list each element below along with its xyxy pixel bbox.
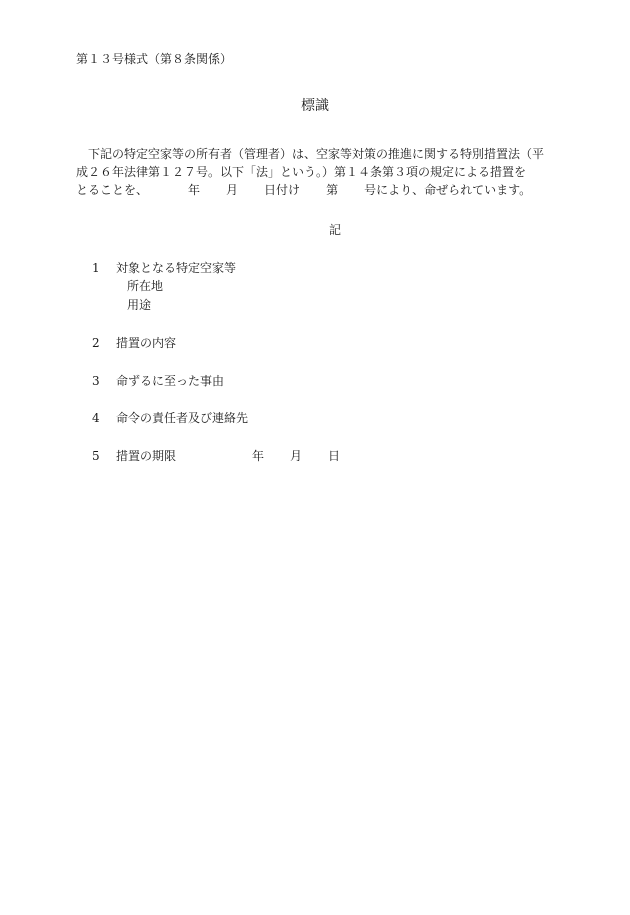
item-5-number: 5	[92, 449, 100, 463]
order-date-year: 年	[188, 183, 201, 197]
item-3-label: 命ずるに至った事由	[116, 374, 225, 388]
order-date-month: 月	[226, 183, 239, 197]
order-date-dated: 日付け	[264, 183, 301, 197]
item-4-number: 4	[92, 411, 100, 425]
item-1-label: 対象となる特定空家等	[116, 261, 237, 275]
item-4	[92, 409, 248, 427]
item-1-use: 用途	[127, 298, 152, 312]
deadline-month: 月	[290, 449, 303, 463]
item-1	[92, 259, 236, 277]
item-5-label: 措置の期限	[116, 449, 177, 463]
form-number: 第１３号様式（第８条関係）	[76, 52, 233, 66]
ki-heading: 記	[328, 223, 341, 237]
item-1-number: 1	[92, 261, 100, 275]
body-line-3	[76, 181, 564, 199]
order-number-prefix: 第	[326, 183, 339, 197]
item-2-label: 措置の内容	[116, 336, 177, 350]
item-3-number: 3	[92, 374, 100, 388]
body-line-2: 成２６年法律第１２７号。以下「法」という。）第１４条第３項の規定による措置を	[76, 165, 527, 179]
item-5	[92, 447, 340, 465]
item-4-label: 命令の責任者及び連絡先	[116, 411, 249, 425]
item-1-location: 所在地	[127, 279, 164, 293]
body-line-3-end: 号により、命ぜられています。	[364, 183, 532, 197]
item-2-number: 2	[92, 336, 100, 350]
body-line-3-start: とることを、	[76, 183, 149, 197]
deadline-day: 日	[328, 449, 341, 463]
item-2	[92, 334, 176, 352]
deadline-year: 年	[252, 449, 265, 463]
item-3	[92, 372, 224, 390]
body-line-1: 下記の特定空家等の所有者（管理者）は、空家等対策の推進に関する特別措置法（平	[88, 147, 545, 161]
body-paragraph	[76, 145, 564, 199]
document-title: 標識	[301, 98, 329, 114]
